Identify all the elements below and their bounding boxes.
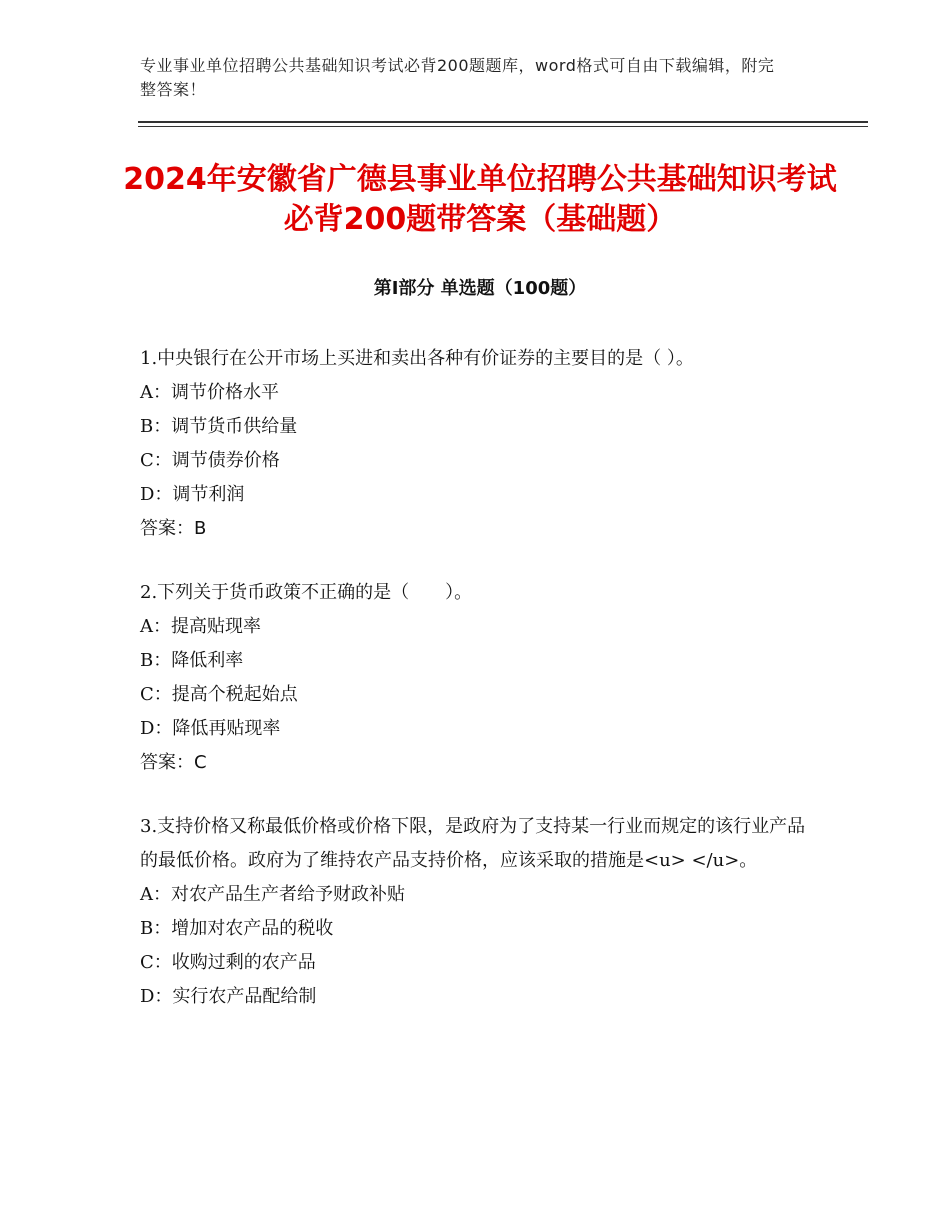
header-divider-thin bbox=[138, 126, 868, 127]
question-stem: 2.下列关于货币政策不正确的是（ ）。 bbox=[140, 582, 473, 603]
option-a: A：对农产品生产者给予财政补贴 bbox=[140, 884, 405, 905]
option-d: D：降低再贴现率 bbox=[140, 718, 281, 739]
header-divider-thick bbox=[138, 121, 868, 123]
option-a: A：调节价格水平 bbox=[140, 382, 279, 403]
option-b: B：降低利率 bbox=[140, 650, 244, 671]
option-b: B：调节货币供给量 bbox=[140, 416, 298, 437]
option-b: B：增加对农产品的税收 bbox=[140, 918, 334, 939]
question-list bbox=[140, 342, 810, 1044]
answer-line: 答案：C bbox=[140, 752, 207, 773]
answer-line: 答案：B bbox=[140, 518, 207, 539]
header-note: 专业事业单位招聘公共基础知识考试必背200题题库，word格式可自由下载编辑，附完整答案！ bbox=[140, 56, 775, 99]
option-c: C：收购过剩的农产品 bbox=[140, 952, 316, 973]
question-item bbox=[140, 576, 810, 780]
question-stem: 1.中央银行在公开市场上买进和卖出各种有价证券的主要目的是（ ）。 bbox=[140, 348, 694, 369]
option-d: D：实行农产品配给制 bbox=[140, 986, 317, 1007]
section-title: 第Ⅰ部分 单选题（100题） bbox=[373, 278, 587, 299]
option-c: C：提高个税起始点 bbox=[140, 684, 298, 705]
option-d: D：调节利润 bbox=[140, 484, 245, 505]
document-title: 2024年安徽省广德县事业单位招聘公共基础知识考试必背200题带答案（基础题） bbox=[123, 162, 837, 237]
question-stem: 3.支持价格又称最低价格或价格下限，是政府为了支持某一行业而规定的该行业产品的最低价格。政府为了维持农产品支持价格，应该采取的措施是<u> </u>。 bbox=[140, 816, 806, 871]
question-item bbox=[140, 810, 810, 1014]
question-item bbox=[140, 342, 810, 546]
option-a: A：提高贴现率 bbox=[140, 616, 261, 637]
option-c: C：调节债券价格 bbox=[140, 450, 280, 471]
